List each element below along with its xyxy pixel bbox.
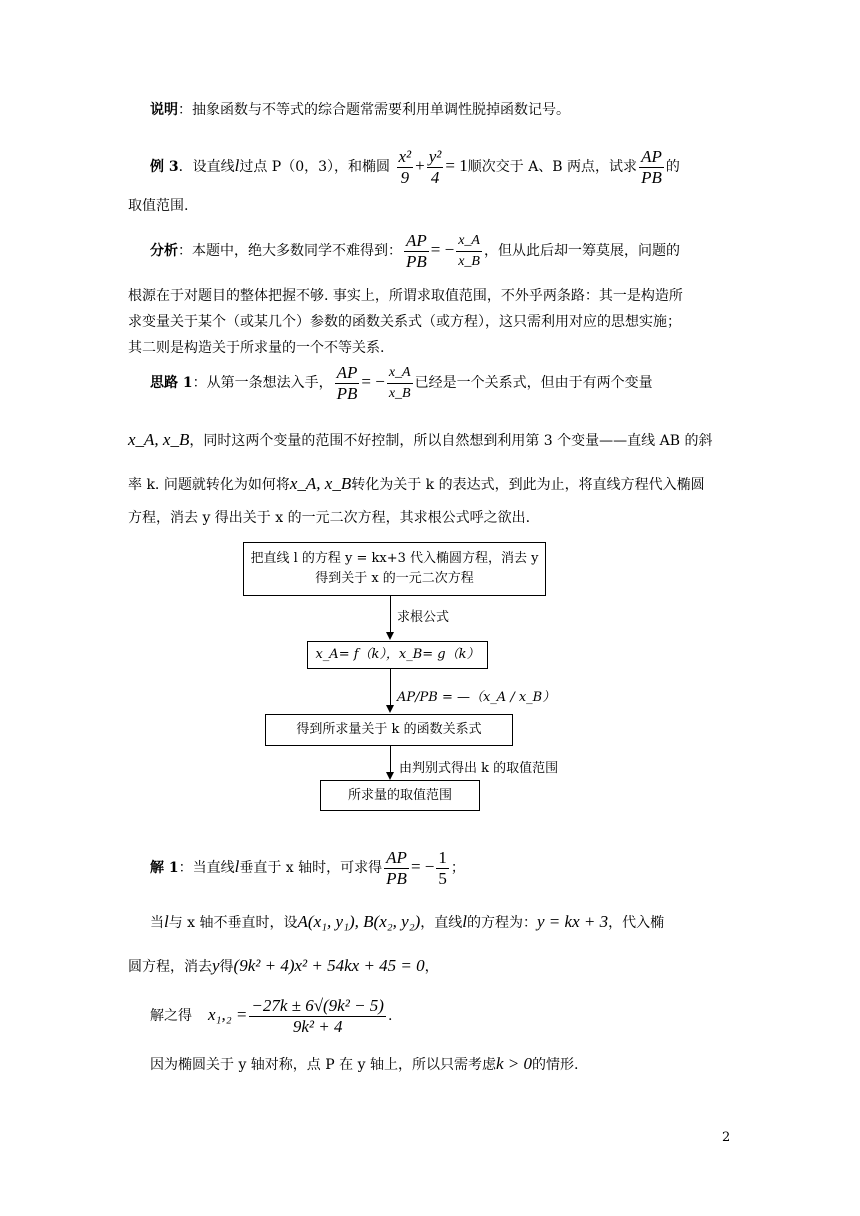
solution1-line5 [150, 1054, 578, 1075]
points-ab: A(x₁, y₁), B(x₂, y₂) [297, 912, 421, 931]
y-symbol: y [212, 956, 220, 975]
page-number: 2 [722, 1130, 731, 1145]
equals-minus: = − [430, 240, 455, 259]
flow-box1-line1: 把直线 l 的方程 y = kx+3 代入椭圆方程，消去 y [250, 551, 539, 566]
analysis-line3: 求变量关于某个（或某几个）参数的函数关系式（或方程），这只需利用对应的思想实施； [128, 314, 681, 330]
note-label: 说明 [150, 102, 178, 118]
solution1-text3: ； [450, 860, 465, 876]
flow-arrow2-label: AP/PB = —（x_A / x_B） [397, 690, 556, 705]
idea1-text5: 转化为关于 k 的表达式，到此为止，将直线方程代入椭圆 [351, 477, 705, 493]
line-l-symbol: l [164, 912, 169, 931]
example3-text3: 顺次交于 A、B 两点，试求 [467, 159, 638, 175]
example3-line2: 取值范围. [128, 198, 189, 214]
solution1-p2a: 当 [150, 915, 164, 931]
solution1-p5b: 的情形. [531, 1057, 579, 1073]
solution1-p2e: ，代入椭 [608, 915, 665, 931]
solution1-line1 [150, 847, 465, 889]
idea1-text4: 率 k. 问题就转化为如何将 [128, 477, 290, 493]
k-condition: k > 0 [495, 1054, 532, 1073]
flow-box-roots: x_A= f（k），x_B= g（k） [307, 641, 488, 669]
example3-label: 例 3 [150, 159, 179, 175]
solution1-line4 [150, 995, 392, 1037]
flow-arrow1-head [386, 632, 394, 640]
ellipse-y-fraction: $\frac{\text{y²}}{4}$ [428, 146, 442, 187]
solution1-p2c: ，直线 [420, 915, 463, 931]
analysis-x-fraction: $\frac{x\_A}{x\_B}$ [458, 232, 480, 269]
line-equation: y = kx + 3 [537, 912, 609, 931]
quadratic-equation: (9k² + 4)x² + 54kx + 45 = 0 [233, 956, 425, 975]
solution1-ratio-fraction: $\frac{AP}{PB}$ [386, 847, 407, 888]
line-l-symbol: l [234, 857, 240, 876]
period: . [387, 1008, 393, 1024]
flow-arrow3-shaft [390, 746, 391, 772]
note-text: ：抽象函数与不等式的综合题常需要利用单调性脱掉函数记号。 [178, 102, 570, 118]
note-paragraph [150, 100, 570, 120]
idea1-line3 [128, 474, 705, 495]
idea1-x-fraction: $\frac{x\_A}{x\_B}$ [388, 364, 411, 401]
solution1-p4a: 解之得 [150, 1008, 192, 1024]
idea1-text1: ：从第一条想法入手， [192, 375, 333, 391]
ratio-fraction: $\frac{AP}{PB}$ [641, 146, 662, 187]
idea1-line4: 方程，消去 y 得出关于 x 的一元二次方程，其求根公式呼之欲出. [128, 510, 531, 526]
analysis-ratio-fraction: $\frac{AP}{PB}$ [406, 230, 427, 271]
solution1-line2 [150, 912, 664, 933]
idea1-text3: ，同时这两个变量的范围不好控制，所以自然想到利用第 3 个变量——直线 AB 的斜 [189, 433, 713, 449]
analysis-line2: 根源在于对题目的整体把握不够. 事实上，所谓求取值范围，不外乎两条路：其一是构造所 [128, 288, 683, 304]
idea1-text2: 已经是一个关系式，但由于有两个变量 [414, 375, 653, 391]
equals-minus: = − [410, 857, 435, 876]
idea1-label: 思路 1 [150, 375, 193, 391]
solution1-label: 解 1 [150, 860, 179, 876]
analysis-text2: ，但从此后却一筹莫展，问题的 [483, 243, 680, 259]
line-l-symbol: l [462, 912, 468, 931]
flow-arrow1-shaft [390, 596, 391, 632]
idea1-line2 [128, 430, 712, 451]
solution1-p3c: ， [424, 959, 439, 975]
plus-sign: + [415, 156, 425, 175]
flow-arrow2-shaft [390, 669, 391, 705]
equals-minus: = − [361, 372, 385, 391]
solution1-p3b: 得 [219, 959, 234, 975]
analysis-text1: ：本题中，绝大多数同学不难得到： [178, 243, 402, 259]
ellipse-x-fraction: $\frac{\text{x²}}{9}$ [398, 146, 412, 187]
idea1-vars: x_A, x_B [128, 430, 190, 449]
solution1-value-fraction: $\frac{1}{5}$ [438, 847, 447, 888]
idea1-vars-2: x_A, x_B [289, 474, 352, 493]
idea1-line1 [150, 362, 653, 404]
flow-arrow1-label: 求根公式 [397, 610, 450, 625]
example3-line1 [150, 146, 680, 188]
idea1-ratio-fraction: $\frac{AP}{PB}$ [336, 362, 358, 403]
flow-arrow2-head [386, 705, 394, 713]
example3-text2: 过点 P（0，3），和椭圆 [239, 159, 391, 175]
example3-text1: ．设直线 [178, 159, 235, 175]
flow-box-result: 所求量的取值范围 [320, 780, 480, 811]
flow-box-function: 得到所求量关于 k 的函数关系式 [265, 714, 513, 746]
solution1-p2b: 与 x 轴不垂直时，设 [168, 915, 298, 931]
flow-arrow3-label: 由判别式得出 k 的取值范围 [399, 761, 559, 776]
equals-one: = 1 [445, 156, 468, 175]
analysis-line1 [150, 230, 680, 272]
flow-box-substitute [243, 542, 546, 596]
solution1-text2: 垂直于 x 轴时，可求得 [239, 860, 383, 876]
solution1-text1: ：当直线 [178, 860, 235, 876]
solution1-line3 [128, 956, 439, 977]
flow-arrow3-head [386, 772, 394, 780]
analysis-line4: 其二则是构造关于所求量的一个不等关系. [128, 340, 385, 356]
solution1-p5a: 因为椭圆关于 y 轴对称，点 P 在 y 轴上，所以只需考虑 [150, 1057, 496, 1073]
solution1-p3a: 圆方程，消去 [128, 959, 212, 975]
flow-box1-line2: 得到关于 x 的一元二次方程 [315, 571, 474, 586]
solution1-p2d: 的方程为： [467, 915, 538, 931]
root-formula-fraction: $\frac{\text{−27k ± 6√(9k² − 5)}}{\text{9k² + 4}}$ [251, 995, 384, 1036]
example3-text4: 的 [665, 159, 680, 175]
analysis-label: 分析 [150, 243, 178, 259]
root-lhs: x₁,₂ = [208, 1005, 248, 1024]
line-l-symbol: l [234, 156, 240, 175]
